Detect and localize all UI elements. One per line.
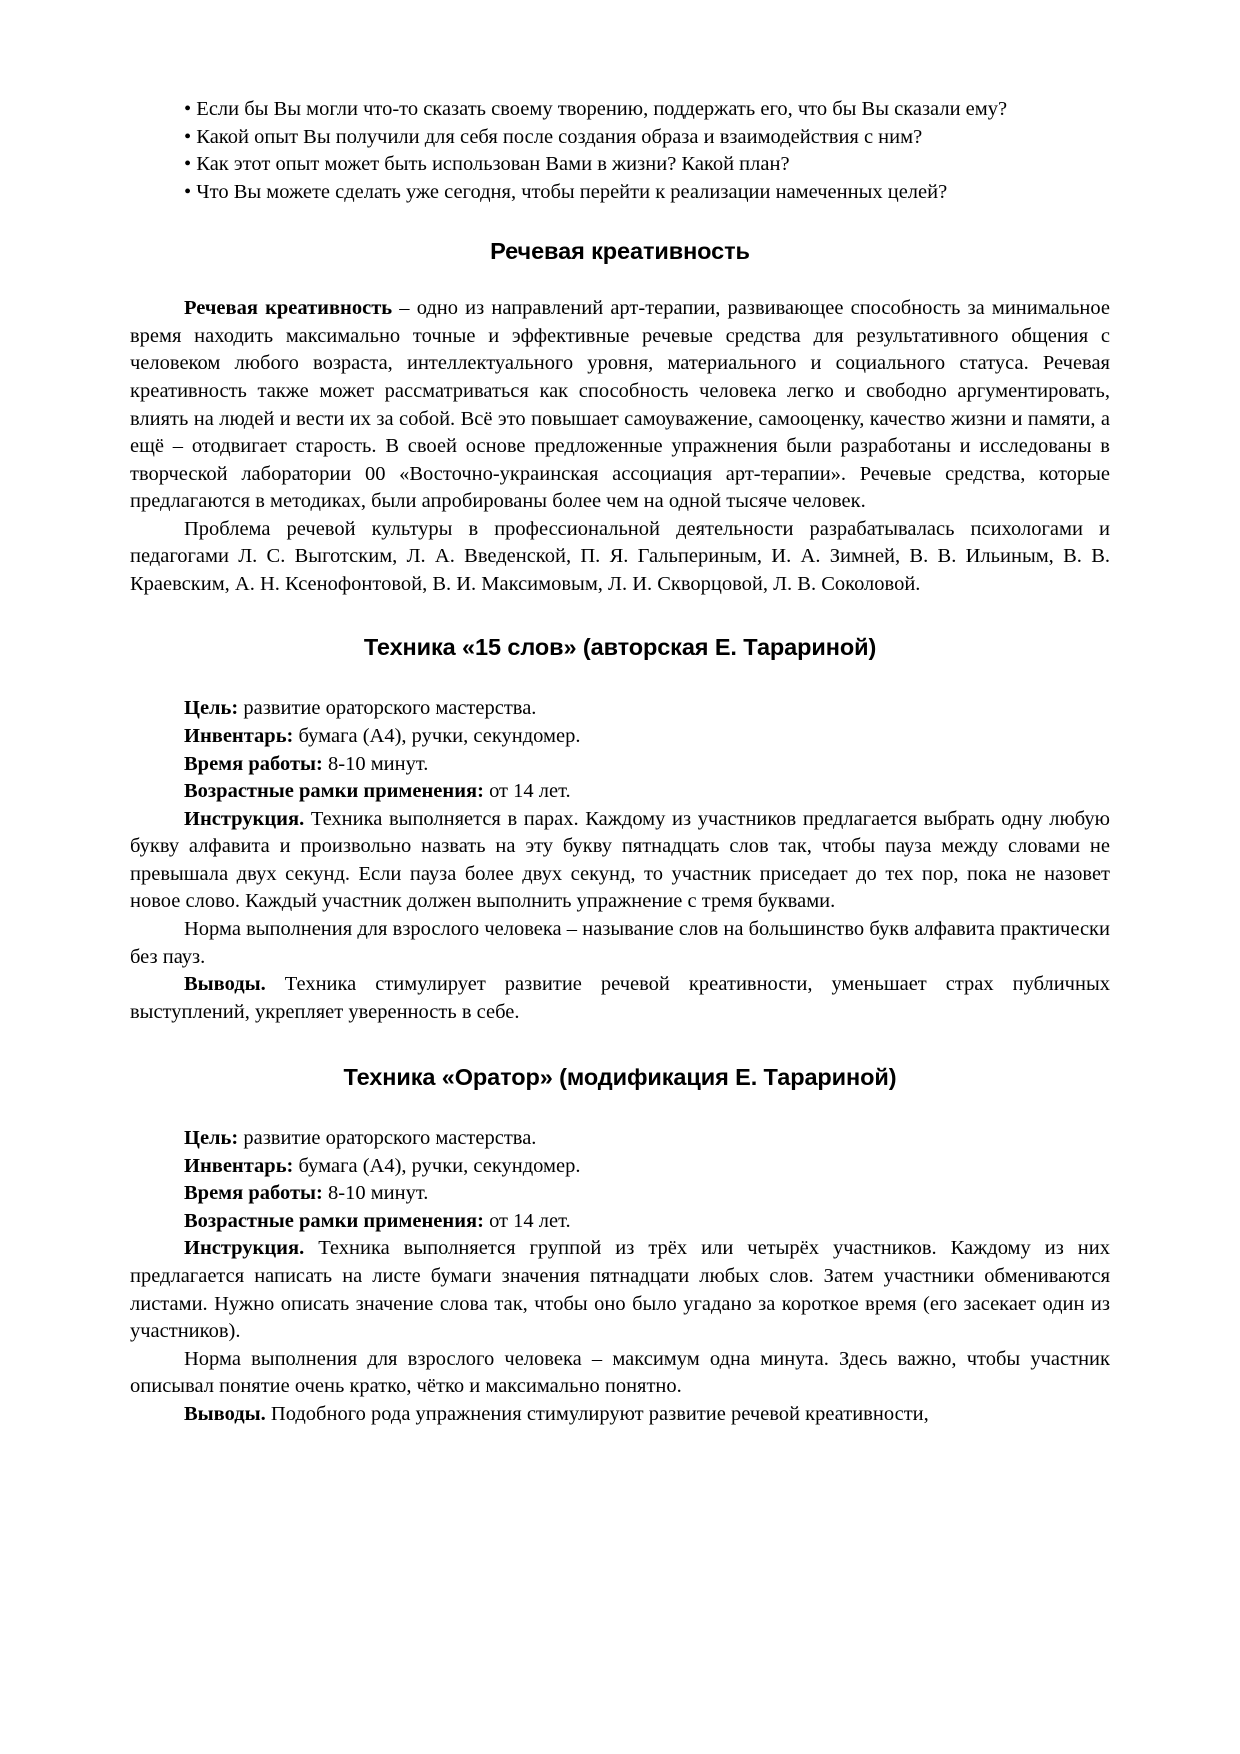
spec-label-age: Возрастные рамки применения: [184, 780, 484, 803]
label-instruction: Инструкция. [184, 807, 305, 830]
spec-row-goal [130, 695, 1110, 723]
bullet-item: • Какой опыт Вы получили для себя после создания образа и взаимодействия с ним? [184, 125, 923, 148]
spec-value-inventory: бумага (А4), ручки, секундомер. [293, 725, 581, 747]
paragraph-technique-orator-instruction [130, 1235, 1110, 1345]
bullet-item: • Что Вы можете сделать уже сегодня, чтобы перейти к реализации намеченных целей? [184, 180, 948, 203]
spec-value-goal: развитие ораторского мастерства. [238, 1127, 537, 1150]
spec-row-duration [130, 751, 1110, 779]
spec-row-inventory [130, 1153, 1110, 1181]
bullet-item: • Как этот опыт может быть использован Вами в жизни? Какой план? [184, 153, 790, 176]
spec-row-inventory [130, 723, 1110, 751]
spec-row-duration [130, 1180, 1110, 1208]
paragraph-technique-15-instruction [130, 806, 1110, 916]
spec-value-inventory: бумага (А4), ручки, секундомер. [293, 1154, 581, 1177]
spec-label-duration: Время работы: [184, 752, 323, 775]
spec-row-goal [130, 1125, 1110, 1153]
bullet-item: • Если бы Вы могли что-то сказать своему творению, поддержать его, что бы Вы сказали ему? [184, 98, 1008, 120]
text-conclusion: Техника стимулирует развитие речевой креативности, уменьшает страх публичных выступлений, укрепляет уверенность в себе. [130, 973, 1110, 1023]
spec-label-inventory: Инвентарь: [184, 725, 294, 747]
spec-row-age [130, 778, 1110, 806]
technique-orator-specs [130, 1125, 1110, 1235]
spec-value-goal: развитие ораторского мастерства. [238, 697, 537, 720]
paragraph-technique-orator-conclusion [130, 1401, 1110, 1429]
paragraph-technique-15-conclusion [130, 971, 1110, 1026]
spec-value-duration: 8-10 минут. [322, 1182, 429, 1205]
spec-label-duration: Время работы: [184, 1182, 323, 1205]
paragraph-speech-definition [130, 295, 1110, 516]
lead-term-speech-creativity: Речевая креативность [184, 297, 393, 320]
paragraph-technique-15-norm: Норма выполнения для взрослого человека – называние слов на большинство букв алфавита практически без пауз. [130, 917, 1110, 968]
paragraph-speech-definition-text: – одно из направлений арт-терапии, развивающее способность за минимальное время находить максимально точные и эффективные речевые средства для результативного общения с человеком любого возраста, интеллектуального уровня, материального и социального статуса. Речевая креативность также может рассматриваться как способность человека легко и свободно аргументировать, влиять на людей и вести их за собой. Всё это повышает самоуважение, самооценку, качество жизни и памяти, а ещё – отодвигает старость. В своей основе предложенные упражнения были разработаны и исследованы в творческой лаборатории 00 «Восточно-украинская ассоциация арт-терапии». Речевые средства, которые предлагаются в методиках, были апробированы более чем на одной тысяче человек. [130, 297, 1111, 513]
label-instruction: Инструкция. [184, 1237, 305, 1260]
paragraph-speech-researchers: Проблема речевой культуры в профессиональной деятельности разрабатывалась психологами и педагогами Л. С. Выготским, Л. А. Введенской, П. Я. Гальпериным, И. А. Зимней, В. В. Ильиным, В. В. Краевским, А. Н. Ксенофонтовой, В. И. Максимовым, Л. И. Скворцовой, Л. В. Соколовой. [130, 517, 1110, 595]
spec-label-age: Возрастные рамки применения: [184, 1209, 484, 1232]
label-conclusion: Выводы. [184, 973, 266, 996]
spec-value-age: от 14 лет. [483, 1209, 571, 1232]
spec-label-goal: Цель: [184, 697, 239, 720]
spec-value-age: от 14 лет. [483, 780, 571, 803]
technique-15-specs [130, 695, 1110, 805]
label-conclusion: Выводы. [184, 1402, 266, 1425]
section-heading-speech-creativity: Речевая креативность [490, 238, 750, 265]
text-conclusion: Подобного рода упражнения стимулируют развитие речевой креативности, [265, 1402, 929, 1425]
text-instruction: Техника выполняется в парах. Каждому из участников предлагается выбрать одну любую букву алфавита и произвольно назвать на эту букву пятнадцать слов так, чтобы пауза между словами не превышала двух секунд. Если пауза более двух секунд, то участник приседает до тех пор, пока не назовет новое слово. Каждый участник должен выполнить упражнение с тремя буквами. [130, 807, 1110, 913]
section-heading-technique-15-words: Техника «15 слов» (авторская Е. Тарариной) [363, 634, 877, 661]
bullet-list [130, 96, 1110, 206]
spec-label-goal: Цель: [184, 1127, 239, 1150]
spec-row-age [130, 1208, 1110, 1236]
section-heading-technique-orator: Техника «Оратор» (модификация Е. Тарариной) [343, 1064, 897, 1091]
spec-label-inventory: Инвентарь: [184, 1154, 294, 1177]
paragraph-technique-orator-norm: Норма выполнения для взрослого человека – максимум одна минута. Здесь важно, чтобы участник описывал понятие очень кратко, чётко и максимально понятно. [130, 1347, 1110, 1398]
text-instruction: Техника выполняется группой из трёх или четырёх участников. Каждому из них предлагается написать на листе бумаги значения пятнадцати любых слов. Затем участники обмениваются листами. Нужно описать значение слова так, чтобы оно было угадано за короткое время (его засекает один из участников). [130, 1237, 1110, 1343]
spec-value-duration: 8-10 минут. [322, 752, 429, 775]
